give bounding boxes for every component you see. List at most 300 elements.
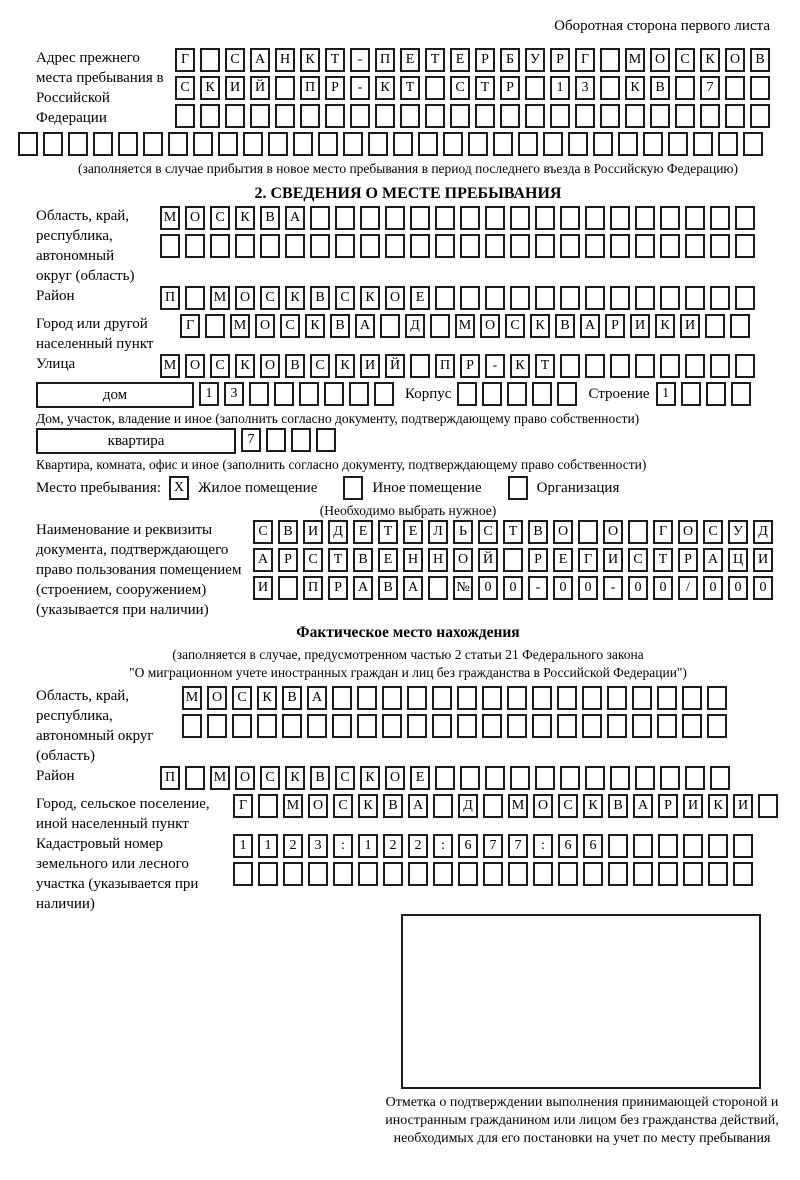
char-cell[interactable]: 1 xyxy=(258,834,278,858)
char-cell[interactable] xyxy=(618,132,638,156)
char-cell[interactable] xyxy=(725,104,745,128)
char-cell[interactable]: П xyxy=(435,354,455,378)
char-cell[interactable]: Т xyxy=(653,548,673,572)
char-cell[interactable]: А xyxy=(250,48,270,72)
char-cell[interactable] xyxy=(585,206,605,230)
char-cell[interactable] xyxy=(282,714,302,738)
char-cell[interactable] xyxy=(233,862,253,886)
char-cell[interactable] xyxy=(458,862,478,886)
char-cell[interactable] xyxy=(350,104,370,128)
char-cell[interactable]: А xyxy=(353,576,373,600)
char-cell[interactable] xyxy=(660,286,680,310)
char-cell[interactable] xyxy=(232,714,252,738)
char-cell[interactable] xyxy=(693,132,713,156)
char-cell[interactable] xyxy=(735,234,755,258)
char-cell[interactable] xyxy=(385,234,405,258)
char-cell[interactable]: К xyxy=(235,206,255,230)
char-cell[interactable] xyxy=(507,382,527,406)
char-cell[interactable]: Т xyxy=(535,354,555,378)
char-cell[interactable] xyxy=(475,104,495,128)
char-cell[interactable] xyxy=(457,714,477,738)
char-cell[interactable]: - xyxy=(485,354,505,378)
char-cell[interactable] xyxy=(493,132,513,156)
char-cell[interactable] xyxy=(43,132,63,156)
char-cell[interactable]: О xyxy=(533,794,553,818)
char-cell[interactable]: К xyxy=(300,48,320,72)
char-cell[interactable]: А xyxy=(253,548,273,572)
char-cell[interactable] xyxy=(743,132,763,156)
char-cell[interactable] xyxy=(308,862,328,886)
char-cell[interactable] xyxy=(332,714,352,738)
char-cell[interactable]: 0 xyxy=(503,576,523,600)
char-cell[interactable] xyxy=(291,428,311,452)
char-cell[interactable] xyxy=(578,520,598,544)
char-cell[interactable]: Е xyxy=(410,766,430,790)
char-cell[interactable]: - xyxy=(350,76,370,100)
char-cell[interactable] xyxy=(608,862,628,886)
char-cell[interactable] xyxy=(407,686,427,710)
char-cell[interactable] xyxy=(300,104,320,128)
char-cell[interactable] xyxy=(518,132,538,156)
char-cell[interactable]: Е xyxy=(378,548,398,572)
char-cell[interactable]: В xyxy=(608,794,628,818)
char-cell[interactable] xyxy=(435,206,455,230)
char-cell[interactable]: С xyxy=(225,48,245,72)
char-cell[interactable]: К xyxy=(708,794,728,818)
char-cell[interactable] xyxy=(733,834,753,858)
char-cell[interactable] xyxy=(607,714,627,738)
char-cell[interactable] xyxy=(610,354,630,378)
char-cell[interactable] xyxy=(560,766,580,790)
char-cell[interactable] xyxy=(525,76,545,100)
char-cell[interactable]: 6 xyxy=(558,834,578,858)
char-cell[interactable]: Е xyxy=(410,286,430,310)
char-cell[interactable]: С xyxy=(253,520,273,544)
char-cell[interactable] xyxy=(503,548,523,572)
char-cell[interactable]: - xyxy=(528,576,548,600)
char-cell[interactable] xyxy=(335,206,355,230)
char-cell[interactable] xyxy=(558,862,578,886)
char-cell[interactable] xyxy=(681,382,701,406)
char-cell[interactable] xyxy=(168,132,188,156)
char-cell[interactable] xyxy=(607,686,627,710)
char-cell[interactable] xyxy=(625,104,645,128)
char-cell[interactable]: О xyxy=(553,520,573,544)
char-cell[interactable] xyxy=(310,206,330,230)
char-cell[interactable] xyxy=(735,354,755,378)
char-cell[interactable]: В xyxy=(310,286,330,310)
char-cell[interactable] xyxy=(435,286,455,310)
char-cell[interactable]: К xyxy=(583,794,603,818)
char-cell[interactable]: Д xyxy=(405,314,425,338)
char-cell[interactable] xyxy=(333,862,353,886)
char-cell[interactable] xyxy=(185,286,205,310)
char-cell[interactable] xyxy=(708,862,728,886)
char-cell[interactable]: С xyxy=(280,314,300,338)
char-cell[interactable] xyxy=(710,766,730,790)
char-cell[interactable] xyxy=(358,862,378,886)
char-cell[interactable] xyxy=(332,686,352,710)
char-cell[interactable] xyxy=(185,766,205,790)
char-cell[interactable] xyxy=(733,862,753,886)
char-cell[interactable]: М xyxy=(182,686,202,710)
char-cell[interactable]: С xyxy=(675,48,695,72)
char-cell[interactable]: Р xyxy=(475,48,495,72)
char-cell[interactable] xyxy=(250,104,270,128)
char-cell[interactable]: А xyxy=(703,548,723,572)
char-cell[interactable] xyxy=(533,862,553,886)
char-cell[interactable]: Е xyxy=(403,520,423,544)
char-cell[interactable]: С xyxy=(703,520,723,544)
char-cell[interactable]: 1 xyxy=(199,382,219,406)
char-cell[interactable] xyxy=(560,206,580,230)
char-cell[interactable] xyxy=(675,104,695,128)
char-cell[interactable]: В xyxy=(285,354,305,378)
char-cell[interactable] xyxy=(316,428,336,452)
char-cell[interactable] xyxy=(582,714,602,738)
char-cell[interactable]: Р xyxy=(278,548,298,572)
char-cell[interactable] xyxy=(460,286,480,310)
char-cell[interactable]: В xyxy=(555,314,575,338)
char-cell[interactable] xyxy=(758,794,778,818)
char-cell[interactable] xyxy=(275,104,295,128)
char-cell[interactable]: С xyxy=(558,794,578,818)
char-cell[interactable]: О xyxy=(308,794,328,818)
char-cell[interactable] xyxy=(258,794,278,818)
char-cell[interactable] xyxy=(635,354,655,378)
char-cell[interactable] xyxy=(258,862,278,886)
char-cell[interactable] xyxy=(243,132,263,156)
char-cell[interactable]: О xyxy=(603,520,623,544)
char-cell[interactable]: О xyxy=(725,48,745,72)
char-cell[interactable]: К xyxy=(305,314,325,338)
char-cell[interactable] xyxy=(435,766,455,790)
char-cell[interactable] xyxy=(610,234,630,258)
char-cell[interactable]: Ь xyxy=(453,520,473,544)
char-cell[interactable]: Р xyxy=(325,76,345,100)
char-cell[interactable] xyxy=(457,686,477,710)
char-cell[interactable]: Г xyxy=(575,48,595,72)
char-cell[interactable]: О xyxy=(453,548,473,572)
char-cell[interactable] xyxy=(249,382,269,406)
char-cell[interactable]: 0 xyxy=(653,576,673,600)
char-cell[interactable]: В xyxy=(528,520,548,544)
char-cell[interactable] xyxy=(278,576,298,600)
char-cell[interactable] xyxy=(400,104,420,128)
char-cell[interactable] xyxy=(160,234,180,258)
char-cell[interactable]: Г xyxy=(578,548,598,572)
char-cell[interactable]: С xyxy=(310,354,330,378)
char-cell[interactable]: Н xyxy=(403,548,423,572)
char-cell[interactable] xyxy=(685,206,705,230)
char-cell[interactable]: М xyxy=(455,314,475,338)
char-cell[interactable] xyxy=(380,314,400,338)
char-cell[interactable] xyxy=(357,686,377,710)
char-cell[interactable] xyxy=(433,862,453,886)
char-cell[interactable] xyxy=(705,314,725,338)
char-cell[interactable]: О xyxy=(235,286,255,310)
char-cell[interactable]: О xyxy=(235,766,255,790)
char-cell[interactable]: К xyxy=(360,766,380,790)
char-cell[interactable]: В xyxy=(260,206,280,230)
char-cell[interactable]: К xyxy=(358,794,378,818)
char-cell[interactable]: Г xyxy=(175,48,195,72)
char-cell[interactable]: О xyxy=(185,354,205,378)
char-cell[interactable]: К xyxy=(360,286,380,310)
char-cell[interactable]: О xyxy=(678,520,698,544)
char-cell[interactable] xyxy=(685,354,705,378)
char-cell[interactable] xyxy=(375,104,395,128)
char-cell[interactable] xyxy=(383,862,403,886)
char-cell[interactable]: Д xyxy=(328,520,348,544)
char-cell[interactable]: А xyxy=(285,206,305,230)
char-cell[interactable]: Р xyxy=(550,48,570,72)
char-cell[interactable] xyxy=(582,686,602,710)
char-cell[interactable] xyxy=(658,834,678,858)
char-cell[interactable] xyxy=(557,714,577,738)
char-cell[interactable]: К xyxy=(285,286,305,310)
char-cell[interactable] xyxy=(675,76,695,100)
char-cell[interactable]: С xyxy=(628,548,648,572)
char-cell[interactable] xyxy=(210,234,230,258)
char-cell[interactable] xyxy=(508,862,528,886)
char-cell[interactable]: 7 xyxy=(508,834,528,858)
char-cell[interactable] xyxy=(730,314,750,338)
char-cell[interactable]: 2 xyxy=(408,834,428,858)
char-cell[interactable]: С xyxy=(175,76,195,100)
char-cell[interactable] xyxy=(482,686,502,710)
char-cell[interactable]: Р xyxy=(460,354,480,378)
char-cell[interactable] xyxy=(410,354,430,378)
char-cell[interactable]: Г xyxy=(653,520,673,544)
char-cell[interactable]: Р xyxy=(500,76,520,100)
char-cell[interactable]: : xyxy=(533,834,553,858)
char-cell[interactable]: О xyxy=(385,286,405,310)
char-cell[interactable]: 0 xyxy=(478,576,498,600)
char-cell[interactable]: В xyxy=(353,548,373,572)
char-cell[interactable] xyxy=(575,104,595,128)
char-cell[interactable]: Н xyxy=(428,548,448,572)
char-cell[interactable]: 0 xyxy=(728,576,748,600)
char-cell[interactable]: В xyxy=(278,520,298,544)
char-cell[interactable] xyxy=(560,286,580,310)
residential-checkbox[interactable]: X xyxy=(169,476,189,500)
char-cell[interactable]: В xyxy=(750,48,770,72)
char-cell[interactable] xyxy=(710,354,730,378)
char-cell[interactable]: В xyxy=(383,794,403,818)
char-cell[interactable]: И xyxy=(603,548,623,572)
char-cell[interactable]: Т xyxy=(503,520,523,544)
char-cell[interactable]: 0 xyxy=(703,576,723,600)
char-cell[interactable] xyxy=(283,862,303,886)
char-cell[interactable] xyxy=(633,862,653,886)
char-cell[interactable]: Е xyxy=(450,48,470,72)
char-cell[interactable] xyxy=(275,76,295,100)
char-cell[interactable] xyxy=(628,520,648,544)
char-cell[interactable] xyxy=(560,354,580,378)
char-cell[interactable] xyxy=(274,382,294,406)
char-cell[interactable]: И xyxy=(733,794,753,818)
char-cell[interactable] xyxy=(660,234,680,258)
char-cell[interactable]: И xyxy=(253,576,273,600)
char-cell[interactable] xyxy=(93,132,113,156)
char-cell[interactable] xyxy=(685,286,705,310)
char-cell[interactable] xyxy=(635,286,655,310)
char-cell[interactable]: П xyxy=(160,286,180,310)
char-cell[interactable]: А xyxy=(580,314,600,338)
char-cell[interactable] xyxy=(635,206,655,230)
char-cell[interactable] xyxy=(535,234,555,258)
char-cell[interactable]: А xyxy=(307,686,327,710)
char-cell[interactable]: П xyxy=(303,576,323,600)
char-cell[interactable] xyxy=(568,132,588,156)
char-cell[interactable] xyxy=(510,766,530,790)
char-cell[interactable] xyxy=(658,862,678,886)
char-cell[interactable] xyxy=(532,686,552,710)
char-cell[interactable] xyxy=(706,382,726,406)
char-cell[interactable] xyxy=(660,354,680,378)
char-cell[interactable] xyxy=(257,714,277,738)
char-cell[interactable]: 0 xyxy=(753,576,773,600)
char-cell[interactable] xyxy=(585,234,605,258)
char-cell[interactable]: К xyxy=(375,76,395,100)
char-cell[interactable]: / xyxy=(678,576,698,600)
char-cell[interactable]: У xyxy=(728,520,748,544)
char-cell[interactable]: У xyxy=(525,48,545,72)
char-cell[interactable]: Ц xyxy=(728,548,748,572)
char-cell[interactable]: О xyxy=(260,354,280,378)
char-cell[interactable] xyxy=(485,234,505,258)
char-cell[interactable] xyxy=(225,104,245,128)
char-cell[interactable] xyxy=(500,104,520,128)
char-cell[interactable]: И xyxy=(303,520,323,544)
char-cell[interactable] xyxy=(435,234,455,258)
char-cell[interactable]: Т xyxy=(400,76,420,100)
char-cell[interactable] xyxy=(483,862,503,886)
char-cell[interactable]: - xyxy=(603,576,623,600)
char-cell[interactable] xyxy=(510,206,530,230)
char-cell[interactable] xyxy=(299,382,319,406)
char-cell[interactable] xyxy=(143,132,163,156)
char-cell[interactable] xyxy=(750,104,770,128)
char-cell[interactable] xyxy=(600,104,620,128)
char-cell[interactable]: В xyxy=(650,76,670,100)
char-cell[interactable] xyxy=(635,234,655,258)
char-cell[interactable]: Д xyxy=(753,520,773,544)
char-cell[interactable]: Й xyxy=(250,76,270,100)
char-cell[interactable] xyxy=(650,104,670,128)
char-cell[interactable]: С xyxy=(450,76,470,100)
char-cell[interactable]: О xyxy=(480,314,500,338)
char-cell[interactable]: Т xyxy=(378,520,398,544)
char-cell[interactable]: П xyxy=(375,48,395,72)
char-cell[interactable]: Т xyxy=(328,548,348,572)
char-cell[interactable] xyxy=(735,286,755,310)
char-cell[interactable] xyxy=(393,132,413,156)
char-cell[interactable]: № xyxy=(453,576,473,600)
char-cell[interactable]: М xyxy=(283,794,303,818)
char-cell[interactable] xyxy=(193,132,213,156)
char-cell[interactable] xyxy=(293,132,313,156)
char-cell[interactable] xyxy=(668,132,688,156)
char-cell[interactable] xyxy=(457,382,477,406)
char-cell[interactable]: 3 xyxy=(224,382,244,406)
char-cell[interactable]: 7 xyxy=(241,428,261,452)
char-cell[interactable] xyxy=(507,686,527,710)
char-cell[interactable]: О xyxy=(255,314,275,338)
char-cell[interactable]: М xyxy=(230,314,250,338)
char-cell[interactable] xyxy=(710,234,730,258)
char-cell[interactable]: 7 xyxy=(700,76,720,100)
char-cell[interactable]: М xyxy=(160,354,180,378)
char-cell[interactable] xyxy=(543,132,563,156)
char-cell[interactable]: С xyxy=(335,766,355,790)
char-cell[interactable] xyxy=(310,234,330,258)
char-cell[interactable] xyxy=(550,104,570,128)
char-cell[interactable] xyxy=(335,234,355,258)
char-cell[interactable]: 1 xyxy=(233,834,253,858)
char-cell[interactable]: Д xyxy=(458,794,478,818)
char-cell[interactable]: В xyxy=(282,686,302,710)
char-cell[interactable] xyxy=(349,382,369,406)
char-cell[interactable]: И xyxy=(680,314,700,338)
char-cell[interactable]: Р xyxy=(658,794,678,818)
char-cell[interactable] xyxy=(485,206,505,230)
char-cell[interactable] xyxy=(708,834,728,858)
char-cell[interactable] xyxy=(268,132,288,156)
char-cell[interactable]: 2 xyxy=(383,834,403,858)
char-cell[interactable] xyxy=(182,714,202,738)
char-cell[interactable] xyxy=(632,714,652,738)
char-cell[interactable] xyxy=(731,382,751,406)
char-cell[interactable] xyxy=(700,104,720,128)
char-cell[interactable]: Р xyxy=(678,548,698,572)
char-cell[interactable]: : xyxy=(333,834,353,858)
char-cell[interactable] xyxy=(735,206,755,230)
char-cell[interactable] xyxy=(200,48,220,72)
char-cell[interactable] xyxy=(632,686,652,710)
char-cell[interactable] xyxy=(385,206,405,230)
char-cell[interactable] xyxy=(600,76,620,100)
char-cell[interactable] xyxy=(260,234,280,258)
char-cell[interactable]: 0 xyxy=(578,576,598,600)
char-cell[interactable] xyxy=(382,714,402,738)
char-cell[interactable]: Л xyxy=(428,520,448,544)
char-cell[interactable]: 1 xyxy=(656,382,676,406)
char-cell[interactable] xyxy=(535,286,555,310)
char-cell[interactable] xyxy=(633,834,653,858)
char-cell[interactable]: В xyxy=(330,314,350,338)
char-cell[interactable]: Й xyxy=(385,354,405,378)
char-cell[interactable] xyxy=(430,314,450,338)
char-cell[interactable] xyxy=(610,286,630,310)
char-cell[interactable]: В xyxy=(378,576,398,600)
char-cell[interactable]: М xyxy=(508,794,528,818)
char-cell[interactable] xyxy=(707,714,727,738)
char-cell[interactable]: С xyxy=(505,314,525,338)
char-cell[interactable] xyxy=(425,76,445,100)
char-cell[interactable] xyxy=(325,104,345,128)
char-cell[interactable]: Б xyxy=(500,48,520,72)
char-cell[interactable]: С xyxy=(232,686,252,710)
char-cell[interactable] xyxy=(450,104,470,128)
char-cell[interactable]: О xyxy=(185,206,205,230)
char-cell[interactable]: К xyxy=(510,354,530,378)
char-cell[interactable] xyxy=(610,206,630,230)
char-cell[interactable]: А xyxy=(408,794,428,818)
char-cell[interactable] xyxy=(205,314,225,338)
char-cell[interactable]: 1 xyxy=(550,76,570,100)
